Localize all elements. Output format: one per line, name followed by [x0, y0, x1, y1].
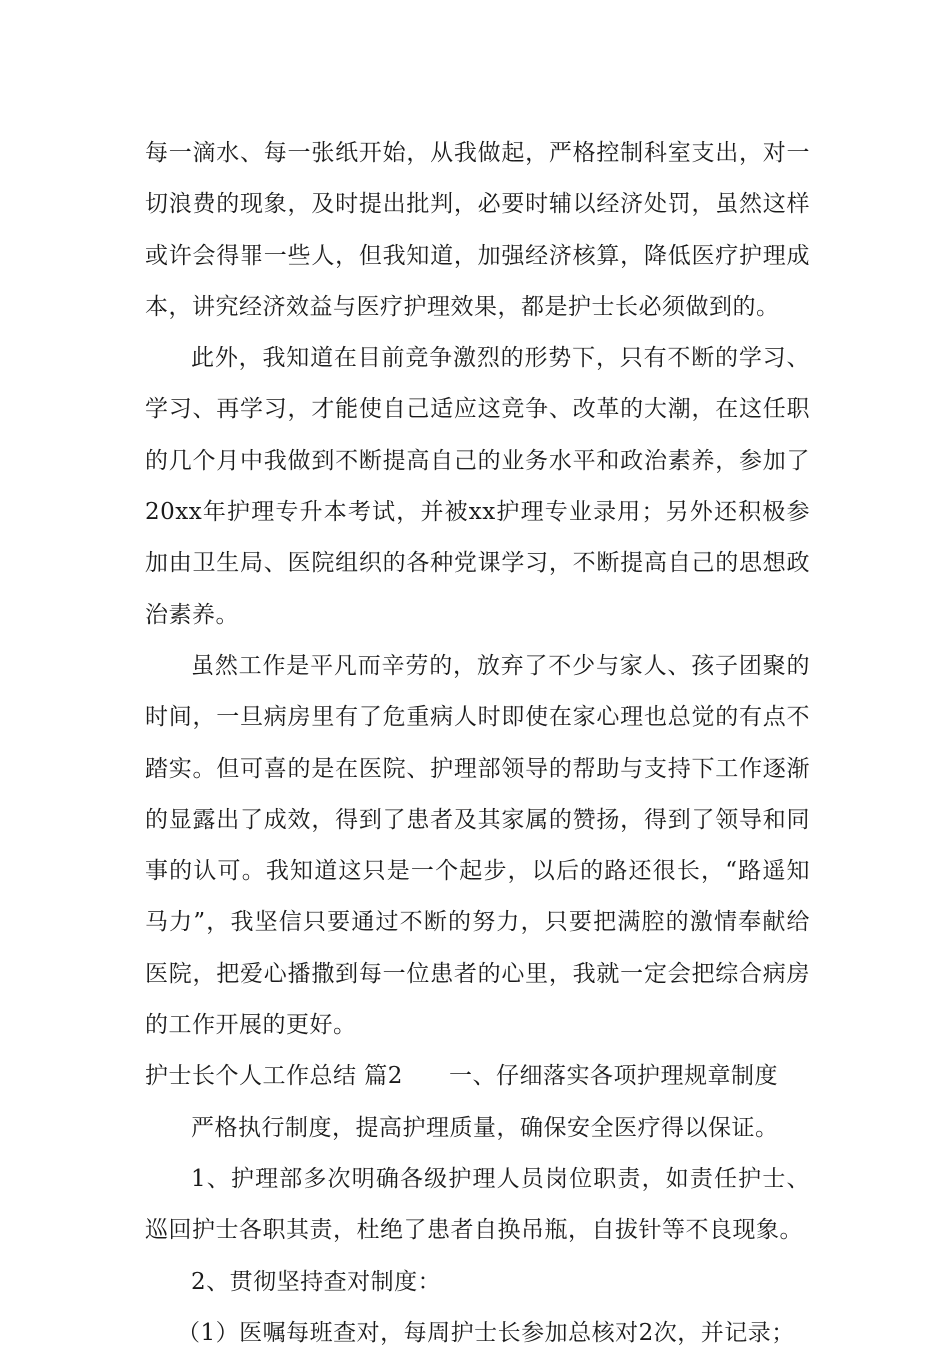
document-body: [145, 128, 810, 1359]
paragraph-cost-control: 每一滴水、每一张纸开始，从我做起，严格控制科室支出，对一切浪费的现象，及时提出批判，必要时辅以经济处罚，虽然这样或许会得罪一些人，但我知道，加强经济核算，降低医疗护理成本，讲究经济效益与医疗护理效果，都是护士长必须做到的。: [145, 140, 810, 320]
section-title: 一、仔细落实各项护理规章制度: [448, 1063, 778, 1090]
paragraph-strict-rules: 严格执行制度，提高护理质量，确保安全医疗得以保证。: [191, 1114, 779, 1141]
paragraph-work-reflection: 虽然工作是平凡而辛劳的，放弃了不少与家人、孩子团聚的时间，一旦病房里有了危重病人时即使在家心理也总觉的有点不踏实。但可喜的是在医院、护理部领导的帮助与支持下工作逐渐的显露出了成效，得到了患者及其家属的赞扬，得到了领导和同事的认可。我知道这只是一个起步，以后的路还很长，“路遥知马力”，我坚信只要通过不断的努力，只要把满腔的激情奉献给医院，把爱心播撒到每一位患者的心里，我就一定会把综合病房的工作开展的更好。: [145, 652, 810, 1039]
paragraph-continuous-learning: 此外，我知道在目前竞争激烈的形势下，只有不断的学习、学习、再学习，才能使自己适应这竞争、改革的大潮，在这任职的几个月中我做到不断提高自己的业务水平和政治素养，参加了20xx年护理专升本考试，并被xx护理专业录用；另外还积极参加由卫生局、医院组织的各种党课学习，不断提高自己的思想政治素养。: [145, 345, 810, 628]
summary-title: 护士长个人工作总结 篇2: [145, 1063, 403, 1090]
list-subitem-order-check: （1）医嘱每班查对，每周护士长参加总核对2次，并记录；: [177, 1319, 795, 1346]
list-item-checking-system: 2、贯彻坚持查对制度：: [191, 1268, 442, 1295]
list-item-duties: 1、护理部多次明确各级护理人员岗位职责，如责任护士、巡回护士各职其责，杜绝了患者自换吊瓶，自拔针等不良现象。: [145, 1165, 810, 1244]
section-heading: [145, 1051, 810, 1102]
